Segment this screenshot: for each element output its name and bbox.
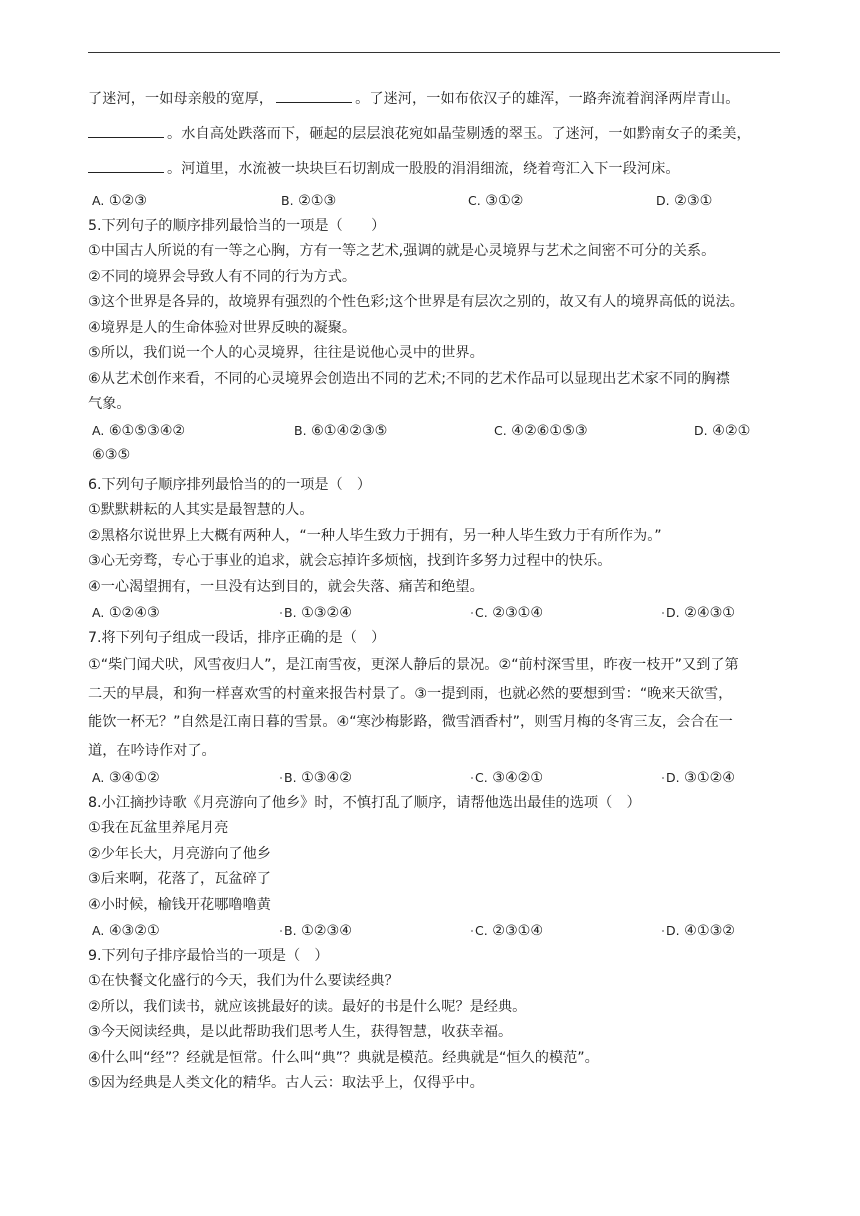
header-rule (88, 52, 780, 53)
option-text: ①②③ (108, 193, 147, 209)
option-b[interactable] (284, 765, 352, 792)
passage-text: 。水自高处跌落而下，砸起的层层浪花宛如晶莹剔透的翠玉。了迷河，一如黔南女子的柔美， (167, 126, 751, 142)
option-d[interactable] (656, 188, 712, 215)
option-text: ⑥①④②③⑤ (311, 422, 388, 439)
option-b[interactable] (284, 918, 352, 945)
option-letter: D. (666, 605, 680, 620)
passage-line: 道，在吟诗作对了。 (88, 742, 216, 759)
sentence-item: ②不同的境界会导致人有不同的行为方式。 (88, 268, 357, 285)
option-text: ①②④③ (108, 605, 160, 621)
option-letter: A. (92, 923, 105, 938)
q7-options (88, 765, 780, 791)
option-letter: D. (666, 923, 680, 938)
separator-dot (280, 930, 282, 932)
separator-dot (280, 777, 282, 779)
question-stem: 7.将下列句子组成一段话，排序正确的是（ ） (88, 629, 386, 646)
passage-line: ①“柴门闻犬吠，风雪夜归人”，是江南雪夜，更深人静后的景况。②“前村深雪里，昨夜一枝开”又到了第 (88, 657, 739, 673)
option-text: ②④③① (684, 605, 736, 621)
question-stem: 8.小江摘抄诗歌《月亮游向了他乡》时，不慎打乱了顺序，请帮他选出最佳的选项（ ） (88, 794, 641, 811)
sentence-item: ①在快餐文化盛行的今天，我们为什么要读经典？ (88, 973, 399, 989)
question-stem: 9.下列句子排序最恰当的一项是（ ） (88, 947, 329, 964)
q4-options (88, 188, 780, 214)
sentence-item: ④境界是人的生命体验对世界反映的凝聚。 (88, 319, 357, 336)
option-letter: C. (475, 605, 488, 620)
option-letter: B. (281, 193, 294, 208)
option-text: ③①② (485, 193, 524, 209)
option-letter: C. (468, 193, 481, 208)
option-text: ②③① (674, 193, 713, 209)
option-letter: B. (294, 422, 307, 438)
option-a[interactable] (92, 188, 147, 215)
poem-line: ②少年长大，月亮游向了他乡 (88, 845, 271, 862)
separator-dot (471, 930, 473, 932)
option-text: ②①③ (298, 193, 337, 209)
option-text: ④①③② (684, 923, 736, 939)
option-a[interactable] (92, 765, 160, 792)
separator-dot (662, 930, 664, 932)
option-c[interactable] (475, 600, 543, 627)
option-b[interactable] (284, 600, 352, 627)
option-text: ③④②① (492, 770, 544, 786)
option-letter: B. (284, 770, 297, 785)
sentence-item: ②黑格尔说世界上大概有两种人，“一种人毕生致力于拥有，另一种人毕生致力于有所作为。” (88, 527, 662, 544)
option-letter: D. (694, 422, 708, 438)
option-text: ①③④② (301, 770, 352, 786)
option-letter: D. (656, 193, 670, 208)
fill-blank (88, 158, 164, 173)
sentence-item: ⑥从艺术创作来看，不同的心灵境界会创造出不同的艺术;不同的艺术作品可以显现出艺术家不同的胸襟 (88, 370, 730, 387)
sentence-item: ③这个世界是各异的，故境界有强烈的个性色彩;这个世界是有层次之别的，故又有人的境界高低的说法。 (88, 294, 744, 310)
option-letter: C. (494, 422, 507, 438)
option-letter: C. (475, 923, 488, 938)
separator-dot (280, 612, 282, 614)
poem-line: ④小时候，榆钱开花哪噜噜黄 (88, 896, 271, 913)
sentence-item: ⑤因为经典是人类文化的精华。古人云：取法乎上，仅得乎中。 (88, 1075, 484, 1091)
option-c[interactable] (494, 418, 588, 445)
option-c[interactable] (475, 765, 543, 792)
passage-line: 能饮一杯无？”自然是江南日暮的雪景。④“寒沙梅影路，微雪酒香村”，则雪月梅的冬宵三友，会合在一 (88, 714, 733, 730)
option-text: ①③②④ (301, 605, 352, 621)
option-c[interactable] (475, 918, 543, 945)
separator-dot (471, 777, 473, 779)
question-stem: 5.下列句子的顺序排列最恰当的一项是（ ） (88, 217, 386, 234)
option-letter: A. (92, 770, 105, 785)
option-letter: D. (666, 770, 680, 785)
passage-text: 了迷河，一如母亲般的宽厚， (88, 91, 274, 107)
option-letter: B. (284, 923, 297, 938)
option-text: ③①②④ (684, 770, 736, 786)
q8-options (88, 918, 780, 944)
page-content (88, 82, 780, 1097)
option-text: ②③①④ (492, 605, 544, 621)
option-text: ④②⑥①⑤③ (511, 422, 588, 439)
option-text: ①②③④ (301, 923, 352, 939)
q5-options (88, 418, 780, 444)
passage-line: 二天的早晨，和狗一样喜欢雪的村童来报告村景了。③一提到雨，也就必然的要想到雪：“晚来天欲雪， (88, 685, 733, 702)
option-d[interactable] (666, 600, 735, 627)
option-text: ③④①② (108, 770, 160, 786)
separator-dot (471, 612, 473, 614)
option-text: ②③①④ (492, 923, 544, 939)
option-text: ⑥①⑤③④② (108, 422, 186, 439)
option-text: ④③②① (108, 923, 160, 939)
option-b[interactable] (294, 418, 387, 445)
option-a[interactable] (92, 918, 160, 945)
sentence-item-continued: 气象。 (88, 396, 131, 412)
separator-dot (662, 777, 664, 779)
sentence-item: ①中国古人所说的有一等之心胸，方有一等之艺术,强调的就是心灵境界与艺术之间密不可分的关系。 (88, 243, 716, 259)
option-d[interactable] (666, 765, 735, 792)
option-b[interactable] (281, 188, 336, 215)
sentence-item: ①默默耕耘的人其实是最智慧的人。 (88, 502, 314, 518)
option-a[interactable] (92, 600, 160, 627)
option-d[interactable] (666, 918, 735, 945)
poem-line: ①我在瓦盆里养尾月亮 (88, 820, 229, 836)
option-letter: B. (284, 605, 297, 620)
q6-options (88, 600, 780, 626)
option-d-wrap: ⑥③⑤ (92, 447, 131, 463)
option-a[interactable] (92, 418, 185, 445)
sentence-item: ⑤所以，我们说一个人的心灵境界，往往是说他心灵中的世界。 (88, 345, 484, 361)
sentence-item: ③心无旁骛，专心于事业的追求，就会忘掉许多烦恼，找到许多努力过程中的快乐。 (88, 553, 612, 569)
option-c[interactable] (468, 188, 523, 215)
sentence-item: ③今天阅读经典，是以此帮助我们思考人生，获得智慧，收获幸福。 (88, 1024, 513, 1040)
sentence-item: ④什么叫“经”？经就是恒常。什么叫“典”？典就是模范。经典就是“恒久的模范”。 (88, 1049, 599, 1066)
sentence-item: ④一心渴望拥有，一旦没有达到目的，就会失落、痛苦和绝望。 (88, 578, 484, 595)
passage-line (88, 82, 780, 117)
separator-dot (662, 612, 664, 614)
passage-line (88, 117, 780, 152)
option-letter: A. (92, 422, 105, 438)
option-d[interactable] (694, 418, 750, 445)
fill-blank (88, 123, 164, 138)
option-text: ④②① (712, 422, 751, 439)
passage-text: 。河道里，水流被一块块巨石切割成一股股的涓涓细流，绕着弯汇入下一段河床。 (167, 161, 680, 177)
question-stem: 6.下列句子顺序排列最恰当的的一项是（ ） (88, 476, 372, 493)
poem-line: ③后来啊，花落了，瓦盆碎了 (88, 871, 271, 887)
option-letter: A. (92, 193, 105, 208)
fill-blank (276, 88, 352, 103)
passage-line (88, 152, 780, 187)
sentence-item: ②所以，我们读书，就应该挑最好的读。最好的书是什么呢？是经典。 (88, 998, 527, 1015)
option-letter: A. (92, 605, 105, 620)
passage-text: 。了迷河，一如布依汉子的雄浑，一路奔流着润泽两岸青山。 (355, 91, 740, 107)
option-letter: C. (475, 770, 488, 785)
